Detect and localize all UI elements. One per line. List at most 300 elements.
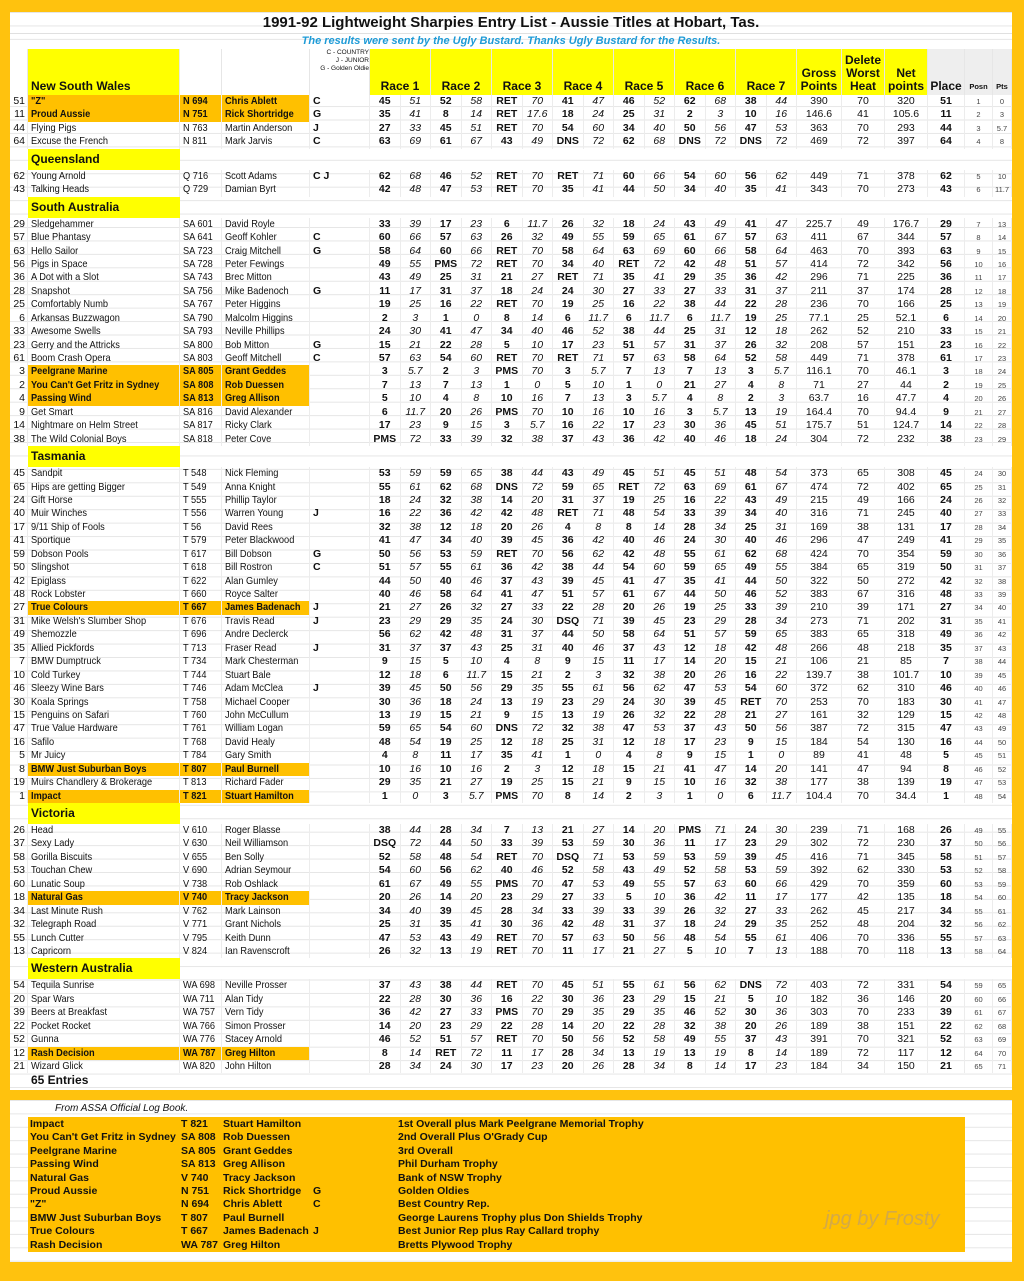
race-1-place: 29 xyxy=(370,776,401,789)
race-7-place: 20 xyxy=(736,1020,767,1033)
place: 39 xyxy=(928,1006,965,1019)
delete-worst-heat: 70 xyxy=(842,406,885,419)
skipper-name xyxy=(222,993,310,1006)
delete-worst-heat: 72 xyxy=(842,135,885,148)
boat-name xyxy=(28,521,180,534)
place: 50 xyxy=(928,561,965,574)
race-5-place: 13 xyxy=(614,1047,645,1060)
delete-worst-heat: 70 xyxy=(842,1033,885,1046)
race-5-points: 59 xyxy=(645,851,676,864)
place-left: 62 xyxy=(10,170,28,183)
place: 51 xyxy=(928,95,965,108)
boat-name-text: Mike Welsh's Slumber Shop xyxy=(31,614,147,627)
race-1-points: 52 xyxy=(401,1033,432,1046)
net-points: 202 xyxy=(885,615,928,628)
net-points: 331 xyxy=(885,979,928,992)
award-skipper: Stuart Hamilton xyxy=(223,1118,302,1130)
sail-number-text: SA 743 xyxy=(183,271,213,284)
race-2-place: 36 xyxy=(431,507,462,520)
race-3-place: 22 xyxy=(492,1020,523,1033)
race-7-points: 19 xyxy=(767,406,798,419)
race-1-points: 34 xyxy=(401,1060,432,1073)
pts: 50 xyxy=(993,736,1012,749)
place: 14 xyxy=(928,419,965,432)
race-5-place: 54 xyxy=(614,561,645,574)
posn: 4 xyxy=(965,135,993,148)
race-3-place: 6 xyxy=(492,218,523,231)
race-2-place: 25 xyxy=(431,271,462,284)
race-1-points: 20 xyxy=(401,1020,432,1033)
category xyxy=(310,365,370,378)
net-points: 34.4 xyxy=(885,790,928,803)
race-2-points: 47 xyxy=(462,325,493,338)
net-points: 232 xyxy=(885,433,928,446)
race-6-place: 24 xyxy=(675,534,706,547)
race-6-place: 11 xyxy=(675,837,706,850)
race-1-place: 7 xyxy=(370,379,401,392)
skipper-name xyxy=(222,790,310,803)
posn: 51 xyxy=(965,851,993,864)
race-1-place: 14 xyxy=(370,1020,401,1033)
delete-worst-heat: 50 xyxy=(842,575,885,588)
net-points: 166 xyxy=(885,494,928,507)
race-4-points: 53 xyxy=(584,878,615,891)
award-sail: V 740 xyxy=(181,1171,209,1184)
race-1-place: 5 xyxy=(370,392,401,405)
race-2-place: 61 xyxy=(431,135,462,148)
race-6-place: 2 xyxy=(675,108,706,121)
race-7-place: 15 xyxy=(736,655,767,668)
header-blank xyxy=(10,49,28,95)
race-6-points: 62 xyxy=(706,979,737,992)
place: 8 xyxy=(928,763,965,776)
place: 60 xyxy=(928,878,965,891)
place: 22 xyxy=(928,1020,965,1033)
race-6-points: 43 xyxy=(706,722,737,735)
race-3-points: 33 xyxy=(523,601,554,614)
posn: 40 xyxy=(965,682,993,695)
race-6-place: 45 xyxy=(675,467,706,480)
boat-name xyxy=(28,494,180,507)
posn: 34 xyxy=(965,601,993,614)
race-3-points: 13 xyxy=(523,824,554,837)
race-1-points: 5.7 xyxy=(401,365,432,378)
race-1-points: 18 xyxy=(401,669,432,682)
section-header xyxy=(10,149,1012,170)
race-4-points: 41 xyxy=(584,183,615,196)
skipper-name-text: Alan Gumley xyxy=(225,574,278,587)
skipper-name-text: Anna Knight xyxy=(225,480,276,493)
posn: 44 xyxy=(965,736,993,749)
delete-worst-heat: 70 xyxy=(842,245,885,258)
award-boat: Peelgrane Marine xyxy=(30,1144,117,1157)
race-4-place: 25 xyxy=(553,736,584,749)
place: 6 xyxy=(928,312,965,325)
table-row xyxy=(10,245,1012,258)
pts: 26 xyxy=(993,392,1012,405)
gross-points: 177 xyxy=(797,891,842,904)
race-4-place: DSQ xyxy=(553,615,584,628)
skipper-name xyxy=(222,365,310,378)
delete-worst-heat: 38 xyxy=(842,669,885,682)
gross-points: 225.7 xyxy=(797,218,842,231)
race-4-place: 47 xyxy=(553,878,584,891)
place: 42 xyxy=(928,575,965,588)
race-5-points: 69 xyxy=(645,245,676,258)
skipper-name xyxy=(222,183,310,196)
category: G xyxy=(310,339,370,352)
delete-worst-heat: 41 xyxy=(842,749,885,762)
boat-name-text: Pocket Rocket xyxy=(31,1019,91,1032)
skipper-name-text: Phillip Taylor xyxy=(225,493,277,506)
sail-number-text: SA 790 xyxy=(183,311,213,324)
race-6-points: 71 xyxy=(706,824,737,837)
race-3-place: 2 xyxy=(492,763,523,776)
net-points: 330 xyxy=(885,864,928,877)
sail-number xyxy=(180,467,222,480)
sail-number-text: V 795 xyxy=(183,931,208,944)
pts: 22 xyxy=(993,339,1012,352)
gross-points: 184 xyxy=(797,736,842,749)
race-6-points: 31 xyxy=(706,325,737,338)
place: 11 xyxy=(928,108,965,121)
award-name: George Laurens Trophy plus Don Shields Trophy xyxy=(398,1211,643,1224)
sail-number xyxy=(180,108,222,121)
award-row xyxy=(28,1131,965,1144)
delete-worst-heat: 67 xyxy=(842,588,885,601)
race-1-points: 10 xyxy=(401,392,432,405)
race-3-points: 70 xyxy=(523,258,554,271)
race-5-points: 43 xyxy=(645,642,676,655)
posn: 52 xyxy=(965,864,993,877)
race-5-points: 48 xyxy=(645,548,676,561)
sail-number-text: T 696 xyxy=(183,628,207,641)
place: 24 xyxy=(928,494,965,507)
race-5-points: 50 xyxy=(645,183,676,196)
race-2-points: 60 xyxy=(462,352,493,365)
sail-number xyxy=(180,521,222,534)
race-5-points: 21 xyxy=(645,763,676,776)
race-5-place: 57 xyxy=(614,352,645,365)
skipper-name xyxy=(222,507,310,520)
pts: 31 xyxy=(993,481,1012,494)
race-2-place: 32 xyxy=(431,494,462,507)
race-1-place: 48 xyxy=(370,736,401,749)
delete-worst-heat: 34 xyxy=(842,1060,885,1073)
category xyxy=(310,628,370,641)
gross-points: 411 xyxy=(797,231,842,244)
award-sail: SA 808 xyxy=(181,1131,216,1144)
table-row xyxy=(10,851,1012,864)
race-5-points: 46 xyxy=(645,534,676,547)
sail-number xyxy=(180,993,222,1006)
net-points: 345 xyxy=(885,851,928,864)
place: 63 xyxy=(928,245,965,258)
posn: 9 xyxy=(965,245,993,258)
race-1-place: 36 xyxy=(370,1006,401,1019)
boat-name xyxy=(28,231,180,244)
race-2-place: 19 xyxy=(431,736,462,749)
race-5-place: 51 xyxy=(614,339,645,352)
sail-number-text: SA 767 xyxy=(183,298,213,311)
gross-points: 414 xyxy=(797,258,842,271)
race-3-points: 70 xyxy=(523,945,554,958)
place: 43 xyxy=(928,183,965,196)
gross-points: 373 xyxy=(797,467,842,480)
race-5-points: 24 xyxy=(645,218,676,231)
header-pts: Pts xyxy=(993,49,1012,95)
race-4-place: 37 xyxy=(553,433,584,446)
race-5-points: 26 xyxy=(645,601,676,614)
race-4-points: 31 xyxy=(584,736,615,749)
sail-number-text: T 807 xyxy=(183,762,207,775)
net-points: 168 xyxy=(885,824,928,837)
race-6-place: 29 xyxy=(675,271,706,284)
race-4-place: 38 xyxy=(553,561,584,574)
award-row xyxy=(28,1185,965,1198)
race-2-points: 54 xyxy=(462,851,493,864)
race-7-place: 60 xyxy=(736,878,767,891)
race-7-place: 48 xyxy=(736,467,767,480)
race-7-place: 47 xyxy=(736,122,767,135)
section-title: Queensland xyxy=(28,149,180,170)
place: 31 xyxy=(928,615,965,628)
race-4-place: 24 xyxy=(553,285,584,298)
table-row xyxy=(10,1060,1012,1073)
boat-name-text: Young Arnold xyxy=(31,169,86,182)
pts: 8 xyxy=(993,135,1012,148)
race-7-place: 27 xyxy=(736,905,767,918)
race-4-place: 32 xyxy=(553,722,584,735)
race-7-place: 29 xyxy=(736,918,767,931)
race-2-points: 48 xyxy=(462,628,493,641)
race-2-place: 54 xyxy=(431,352,462,365)
table-row xyxy=(10,325,1012,338)
place: 59 xyxy=(928,548,965,561)
sail-number xyxy=(180,878,222,891)
race-3-place: RET xyxy=(492,183,523,196)
skipper-name xyxy=(222,122,310,135)
race-3-points: 70 xyxy=(523,170,554,183)
posn: 56 xyxy=(965,918,993,931)
table-row xyxy=(10,837,1012,850)
sail-number xyxy=(180,271,222,284)
delete-worst-heat: 45 xyxy=(842,905,885,918)
race-4-points: 62 xyxy=(584,548,615,561)
delete-worst-heat: 48 xyxy=(842,642,885,655)
race-2-points: 46 xyxy=(462,575,493,588)
table-row xyxy=(10,1006,1012,1019)
pts: 55 xyxy=(993,824,1012,837)
race-3-place: 43 xyxy=(492,135,523,148)
skipper-name xyxy=(222,575,310,588)
race-1-points: 13 xyxy=(401,379,432,392)
sail-number-text: N 763 xyxy=(183,121,208,134)
race-4-points: 40 xyxy=(584,258,615,271)
race-2-place: 8 xyxy=(431,108,462,121)
net-points: 117 xyxy=(885,1047,928,1060)
race-3-place: 1 xyxy=(492,379,523,392)
race-6-points: 13 xyxy=(706,365,737,378)
boat-name-text: Touchan Chew xyxy=(31,864,93,877)
race-4-place: 27 xyxy=(553,891,584,904)
category xyxy=(310,534,370,547)
race-6-place: 46 xyxy=(675,1006,706,1019)
place: 30 xyxy=(928,696,965,709)
boat-name-text: Last Minute Rush xyxy=(31,904,103,917)
delete-worst-heat: 27 xyxy=(842,379,885,392)
skipper-name xyxy=(222,135,310,148)
sail-number xyxy=(180,312,222,325)
skipper-name xyxy=(222,642,310,655)
category xyxy=(310,945,370,958)
race-1-points: 28 xyxy=(401,993,432,1006)
race-5-points: 62 xyxy=(645,682,676,695)
sail-number xyxy=(180,669,222,682)
race-3-points: 29 xyxy=(523,891,554,904)
place-left: 55 xyxy=(10,932,28,945)
race-4-points: 44 xyxy=(584,561,615,574)
posn: 3 xyxy=(965,122,993,135)
race-6-points: 3 xyxy=(706,108,737,121)
category: J xyxy=(310,601,370,614)
table-row xyxy=(10,891,1012,904)
net-points: 130 xyxy=(885,736,928,749)
category: C xyxy=(310,231,370,244)
net-points: 230 xyxy=(885,837,928,850)
boat-name xyxy=(28,790,180,803)
race-4-points: 5.7 xyxy=(584,365,615,378)
category xyxy=(310,979,370,992)
race-2-points: 56 xyxy=(462,682,493,695)
place: 19 xyxy=(928,776,965,789)
race-5-place: 25 xyxy=(614,108,645,121)
race-2-place: 38 xyxy=(431,979,462,992)
category: G xyxy=(310,285,370,298)
race-6-place: 19 xyxy=(675,601,706,614)
race-7-points: 16 xyxy=(767,108,798,121)
gross-points: 139.7 xyxy=(797,669,842,682)
race-4-place: 58 xyxy=(553,245,584,258)
race-3-points: 48 xyxy=(523,507,554,520)
race-1-place: 25 xyxy=(370,918,401,931)
race-5-points: 49 xyxy=(645,864,676,877)
category xyxy=(310,258,370,271)
posn: 19 xyxy=(965,379,993,392)
gross-points: 189 xyxy=(797,1020,842,1033)
race-5-points: 36 xyxy=(645,837,676,850)
race-2-points: 8 xyxy=(462,392,493,405)
race-5-points: 27 xyxy=(645,945,676,958)
race-7-place: 43 xyxy=(736,494,767,507)
race-3-points: 3 xyxy=(523,763,554,776)
race-6-place: 61 xyxy=(675,231,706,244)
sail-number xyxy=(180,245,222,258)
posn: 48 xyxy=(965,790,993,803)
race-5-place: 24 xyxy=(614,696,645,709)
skipper-name xyxy=(222,494,310,507)
gross-points: 390 xyxy=(797,95,842,108)
race-2-points: 11.7 xyxy=(462,669,493,682)
race-1-place: 37 xyxy=(370,979,401,992)
race-5-place: 5 xyxy=(614,891,645,904)
posn: 23 xyxy=(965,433,993,446)
race-6-place: 30 xyxy=(675,419,706,432)
place: 7 xyxy=(928,655,965,668)
race-3-place: 16 xyxy=(492,993,523,1006)
place-left: 25 xyxy=(10,298,28,311)
boat-name-text: Flying Pigs xyxy=(31,121,77,134)
race-3-place: 23 xyxy=(492,891,523,904)
race-2-points: 19 xyxy=(462,945,493,958)
posn: 14 xyxy=(965,312,993,325)
boat-name-text: Gorilla Biscuits xyxy=(31,850,93,863)
skipper-name-text: Nick Fleming xyxy=(225,467,279,480)
category xyxy=(310,669,370,682)
net-points: 174 xyxy=(885,285,928,298)
race-4-points: 3 xyxy=(584,669,615,682)
race-5-place: 20 xyxy=(614,601,645,614)
race-3-place: 33 xyxy=(492,837,523,850)
race-7-points: 39 xyxy=(767,601,798,614)
race-7-place: 8 xyxy=(736,1047,767,1060)
delete-worst-heat: 16 xyxy=(842,392,885,405)
header-race-6: Race 6 xyxy=(675,49,736,95)
place: 35 xyxy=(928,642,965,655)
race-3-points: 37 xyxy=(523,628,554,641)
boat-name xyxy=(28,824,180,837)
race-1-place: 8 xyxy=(370,1047,401,1060)
race-3-place: 19 xyxy=(492,776,523,789)
race-1-place: 44 xyxy=(370,575,401,588)
race-2-points: 20 xyxy=(462,891,493,904)
skipper-name xyxy=(222,561,310,574)
source-note: From ASSA Official Log Book. xyxy=(55,1103,189,1114)
boat-name-text: Capricorn xyxy=(31,944,72,957)
race-5-points: 54 xyxy=(645,507,676,520)
boat-name xyxy=(28,851,180,864)
race-4-place: 41 xyxy=(553,95,584,108)
race-3-points: 34 xyxy=(523,905,554,918)
race-5-place: 43 xyxy=(614,864,645,877)
posn: 16 xyxy=(965,339,993,352)
race-7-place: DNS xyxy=(736,979,767,992)
table-row xyxy=(10,945,1012,958)
boat-name xyxy=(28,245,180,258)
net-points: 47.7 xyxy=(885,392,928,405)
race-6-points: 46 xyxy=(706,433,737,446)
posn: 18 xyxy=(965,365,993,378)
race-6-points: 25 xyxy=(706,601,737,614)
sail-number xyxy=(180,615,222,628)
boat-name xyxy=(28,979,180,992)
sail-number-text: T 713 xyxy=(183,641,207,654)
race-6-points: 20 xyxy=(706,655,737,668)
race-4-points: 8 xyxy=(584,521,615,534)
skipper-name xyxy=(222,763,310,776)
race-6-points: 42 xyxy=(706,891,737,904)
race-7-place: 36 xyxy=(736,271,767,284)
race-5-place: 36 xyxy=(614,433,645,446)
race-5-points: 17 xyxy=(645,655,676,668)
sail-number xyxy=(180,507,222,520)
race-7-points: 22 xyxy=(767,669,798,682)
posn: 37 xyxy=(965,642,993,655)
delete-worst-heat: 38 xyxy=(842,1020,885,1033)
race-6-place: 49 xyxy=(675,1033,706,1046)
race-3-points: 70 xyxy=(523,790,554,803)
race-5-points: 0 xyxy=(645,379,676,392)
